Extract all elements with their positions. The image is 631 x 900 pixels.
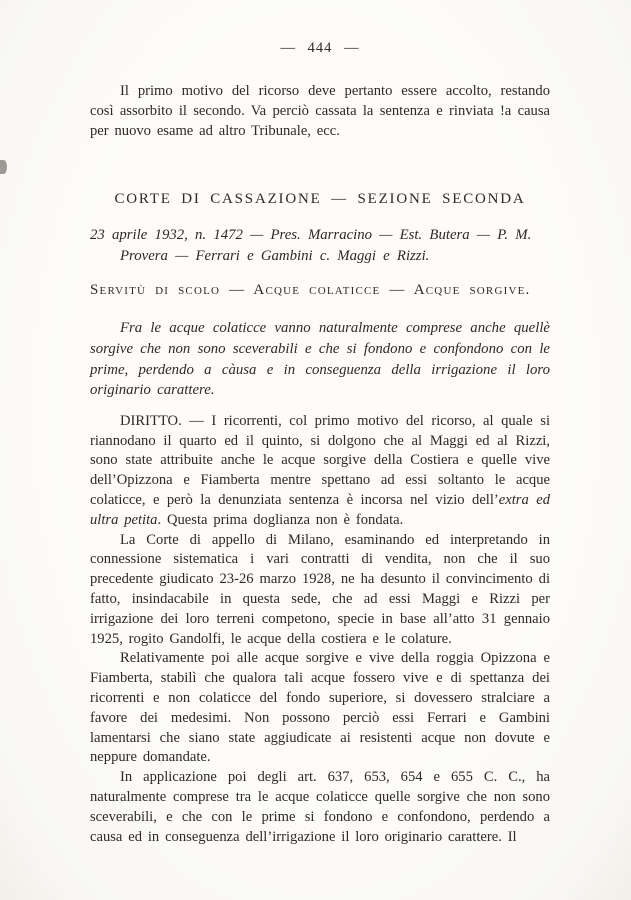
headnote: Fra le acque colaticce vanno naturalmente comprese anche quellè sorgive che non sono sceverabili e che si fondono e confondono con le prime, perdendo a càusa e in conseguenza della irrigazione il loro originario carattere. xyxy=(90,320,550,399)
intro-paragraph: Il primo motivo del ricorso deve pertanto essere accolto, restando così assorbito il secondo. Va perciò cassata la sentenza e rinviata !a causa per nuovo esame ad altro Tribunale, ecc. xyxy=(90,83,550,139)
body-paragraph-corte-appello: La Corte di appello di Milano, esaminando ed interpretando in connessione sistematica i vari contratti di vendita, non che il suo precedente giudicato 23-26 marzo 1928, ne ha desunto il convincimento di fatto, insindacabile in questa sede, che ad essi Maggi e Rizzi per irrigazione dei loro terreni competono, specie in base all’atto 31 gennaio 1925, rogito Gandolfi, le acque della costiera e le colature. xyxy=(90,531,550,647)
body-paragraph-relativamente: Relativamente poi alle acque sorgive e vive della roggia Opizzona e Fiamberta, stabilì che qualora tali acque fossero vive e di spettanza dei ricorrenti e non colaticce del fondo superiore, si dovessero stralciare a favore dei medesimi. Non possono perciò essi Ferrari e Gambini lamentarsi che siano state aggiudicate ai resistenti acque non dovute e neppure domandate. xyxy=(90,650,550,766)
body-paragraph-diritto: DIRITTO. — I ricorrenti, col primo motivo del ricorso, al quale si riannodano il quarto ed il quinto, si dolgono che al Maggi ed al Rizzi, sono state attribuite anche le acque sorgive della Costiera e quelle vive dell’Opizzona e Fiamberta mentre spettano ad essi soltanto le acque colaticce, e però la denunziata sentenza è incorsa nel vizio dell’extra ed ultra petita. Questa prima doglianza non è fondata. xyxy=(90,412,550,528)
case-citation: 23 aprile 1932, n. 1472 — Pres. Marracino — Est. Butera — P. M. Provera — Ferrari e Gambini c. Maggi e Rizzi. xyxy=(90,227,532,265)
body-paragraph-applicazione: In applicazione poi degli art. 637, 653, 654 e 655 C. C., ha naturalmente comprese tra le acque colaticce quelle sorgive che non sono sceverabili, e che con le prime si fondono e confondono, perdendo a causa ed in conseguenza dell’irrigazione il loro originario carattere. Il xyxy=(90,769,550,845)
court-heading: CORTE DI CASSAZIONE — SEZIONE SECONDA xyxy=(114,191,526,208)
decision-text xyxy=(90,412,550,848)
keywords-line: Servitù di scolo — Acque colaticce — Acque sorgive. xyxy=(90,282,531,299)
page-number: — 444 — xyxy=(280,40,360,56)
scan-artifact xyxy=(0,160,7,174)
